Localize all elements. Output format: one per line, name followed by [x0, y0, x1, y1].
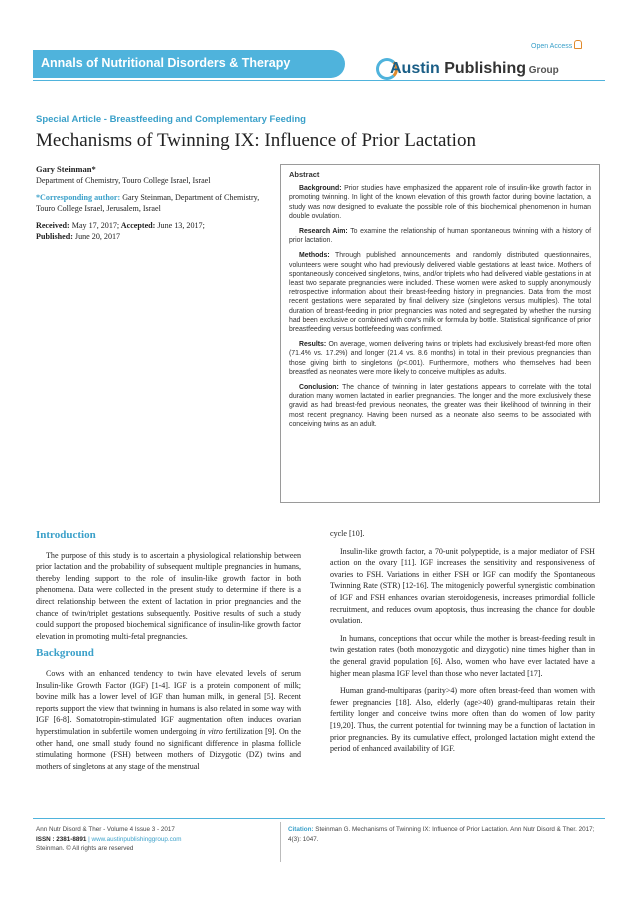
- abstract-results-label: Results:: [299, 341, 327, 349]
- journal-name: Annals of Nutritional Disorders & Therapy: [41, 56, 291, 70]
- footer-journal-line: Ann Nutr Disord & Ther - Volume 4 Issue 3 - 2017: [36, 826, 175, 833]
- abstract-results: [289, 340, 591, 377]
- footer-divider-line: [33, 818, 605, 819]
- right-paragraph-3: Human grand-multiparas (parity>4) more often breast-feed than women with fewer pregnancies [18]. Also, elderly (age>40) grand-multiparas retain their fertility longer and conceive twins more often than do women of low parity [19,20]. Thus, the current potential for twinning may be a function of lactation in prior pregnancies. By its cumulative effect, prolonged lactation might extend the period of enhanced availability of IGF.: [330, 686, 595, 754]
- abstract-conclusion: [289, 383, 591, 429]
- received-label: Received:: [36, 221, 70, 230]
- author-name: Gary Steinman*: [36, 164, 96, 174]
- abstract-heading: Abstract: [289, 170, 320, 179]
- open-lock-icon: [574, 40, 582, 49]
- background-text-b: fertilization [9]. On the other hand, one small study found no significant difference in plasma follicle stimulating hormone (FSH) between mothers of Dizygotic (DZ) twins and mothers of singletons at any stage of the menstrual: [36, 726, 301, 771]
- background-heading: Background: [36, 647, 94, 660]
- background-text-a: Cows with an enhanced tendency to twin have elevated levels of serum Insulin-like Growth Factor (IGF) [1-4]. IGF is a protein component of milk; bovine milk has a lower level of IGF than human milk, in general [5]. Recent reports support the view that twinning in humans is also related in some way with IGF [6-8]. Somatotropin-stimulated IGF augmentation often induces ovarian hyperstimulation in subfertile women undergoing: [36, 668, 301, 736]
- header-divider: [33, 80, 605, 81]
- citation-label: Citation:: [288, 826, 314, 833]
- citation-text: Steinman G. Mechanisms of Twinning IX: Influence of Prior Lactation. Ann Nutr Disord & Ther. 2017; 4(3): 1047.: [288, 826, 595, 843]
- footer-journal-info: [36, 825, 286, 854]
- publisher-name-publishing: Publishing: [439, 60, 526, 77]
- publisher-name-austin: Austin: [390, 60, 440, 77]
- published-label: Published:: [36, 232, 73, 241]
- right-paragraph-2: In humans, conceptions that occur while the mother is breast-feeding result in twin gestation rates (both monozygotic and dizygotic) nine times higher than in the general gravid population [6]. Also, women who have ever lactated have a higher mean plasma IGF level than those who never lactated [17].: [330, 633, 595, 678]
- open-access-text: Open Access: [531, 43, 573, 50]
- abstract-box: [280, 164, 600, 503]
- abstract-methods-text: Through published announcements and randomly distributed questionnaires, volunteers were sought who had previously delivered viable gestations at least twice. Mothers of spontaneously conceived singletons, twins, and/or triplets who had delivered viable gestations in at least two separate pregnancies were included. These women were asked to supply anonymously retrospective information about their breast-feeding history in pregnancies. Data from the most recent gestations were separated by final delivery size (singletons versus multiples). The total duration of breast-feeding in prior pregnancies was noted and segregated by whether the nursing had been exclusive or combined with cow's milk or formula by bottle. Statistical significance of prior breastfeeding versus bottlefeeding was confirmed.: [289, 252, 591, 334]
- abstract-results-text: On average, women delivering twins or triplets had exclusively breast-fed more often (71.4% vs. 17.2%) and longer (21.4 vs. 8.6 months) in total in their previous pregnancies than those giving birth to singletons (p<.001). Furthermore, mothers who themselves had been breastfed as neonates were more likely to conceive multiples as adults.: [289, 341, 591, 376]
- introduction-paragraph: The purpose of this study is to ascertain a physiological relationship between prior lactation and the probability of subsequent multiple pregnancies in humans, thereby lending support to the role of insulin-like growth factor in both phenomena. Data were collected in the present study to determine if there is a direct relationship between the extent of lactation in prior pregnancies and the chance of twin/triplet gestations subsequently. Positive results of such a study could support the proposed biochemical significance of insulin-like growth factor elevation in promoting multi-fetal pregnancies.: [36, 550, 301, 641]
- abstract-conclusion-text: The chance of twinning in later gestations appears to correlate with the total duration many women lactated in earlier pregnancies. The longer and the more exclusively these gravid as had breast-fed previous neonates, the greater was their likelihood of twinning in their most recent pregnancy. Having been nursed as a neonate also seems to be associated with conceiving twins as an adult.: [289, 384, 591, 428]
- body-left-column: [36, 530, 301, 778]
- footer-rights: Steinman. © All rights are reserved: [36, 845, 134, 852]
- footer-citation: [288, 825, 598, 844]
- background-text-italic: in vitro: [199, 726, 223, 736]
- section-label: Special Article - Breastfeeding and Complementary Feeding: [36, 114, 306, 125]
- open-access-label: [531, 40, 582, 50]
- issn-label: ISSN : 2381-8891: [36, 835, 87, 843]
- publisher-url-link[interactable]: | www.austinpublishinggroup.com: [86, 835, 182, 843]
- background-paragraph: [36, 668, 301, 772]
- publisher-name: [390, 60, 559, 78]
- abstract-methods-label: Methods:: [299, 252, 330, 260]
- received-date: May 17, 2017;: [69, 221, 120, 230]
- abstract-aim-text: To examine the relationship of human spontaneous twinning with a history of prior lactation.: [289, 228, 591, 245]
- author-block: [36, 164, 271, 242]
- author-affiliation: Department of Chemistry, Touro College Israel, Israel: [36, 176, 211, 185]
- abstract-background: [289, 184, 591, 221]
- right-paragraph-1: Insulin-like growth factor, a 70-unit polypeptide, is a major mediator of FSH action on the ovary [11]. IGF increases the sensitivity and responsiveness of ovaries to FSH. Variations in either FSH or IGF can modify the Spontaneous Twinning Rate (STR) [12-16]. The mitogenicly powerful synergistic combination of IGF and FSH enhances ovarian steroidogenesis, increases primordial follicle recruitment, and reduces ovum apoptosis, thus increasing the chance for double ovulation.: [330, 546, 595, 626]
- abstract-methods: [289, 251, 591, 334]
- right-paragraph-0: cycle [10].: [330, 529, 365, 538]
- abstract-conclusion-label: Conclusion:: [299, 384, 339, 392]
- article-title: Mechanisms of Twinning IX: Influence of Prior Lactation: [36, 130, 476, 151]
- body-right-column: [330, 528, 595, 761]
- article-dates: [36, 220, 271, 242]
- abstract-aim: [289, 227, 591, 245]
- publisher-name-group: Group: [526, 65, 559, 76]
- abstract-aim-label: Research Aim:: [299, 228, 348, 236]
- introduction-heading: Introduction: [36, 529, 96, 541]
- published-date: June 20, 2017: [72, 232, 121, 241]
- abstract-background-label: Background:: [299, 185, 342, 193]
- footer-issn: [36, 835, 286, 845]
- corresponding-author: [36, 192, 271, 214]
- abstract-background-text: Prior studies have emphasized the apparent role of insulin-like growth factor in promoting twinning. In light of the known elevation of this growth factor during bovine lactation, a study was now designed to evaluate the possible role of this biochemical phenomenon in human double ovulation.: [289, 185, 591, 220]
- corresponding-label: *Corresponding author:: [36, 193, 121, 202]
- accepted-date: June 13, 2017;: [155, 221, 205, 230]
- corresponding-text: Gary Steinman, Department of Chemistry, Touro College Israel, Jerusalem, Israel: [36, 193, 260, 213]
- accepted-label: Accepted:: [119, 221, 156, 230]
- journal-banner: [33, 50, 345, 78]
